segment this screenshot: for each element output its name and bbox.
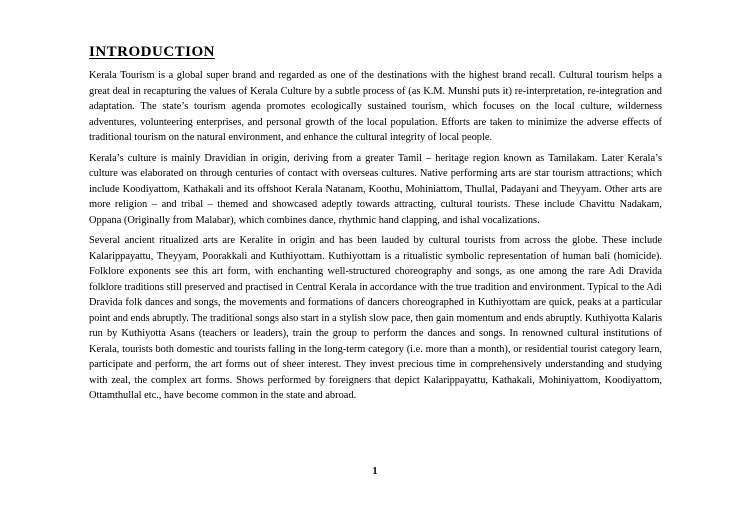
body-text [89, 68, 662, 409]
paragraph-2: Kerala’s culture is mainly Dravidian in origin, deriving from a greater Tamil – heritage region known as Tamilakam. Later Kerala’s culture was elaborated on through centuries of contact with overseas cultures. Native performing arts are star tourism attractions; which include Koodiyattom, Kathakali and its offshoot Kerala Natanam, Koothu, Mohiniattom, Thullal, Padayani and Theyyam. Other arts are more religion – and tribal – themed and showcased adeptly towards attracting, cultural tourists. These include Chavittu Nadakam, Oppana (Originally from Malabar), which combines dance, rhythmic hand clapping, and ishal vocalizations. [89, 152, 662, 226]
paragraph-1: Kerala Tourism is a global super brand and regarded as one of the destinations with the highest brand recall. Cultural tourism helps a great deal in recapturing the values of Kerala Culture by a subtle process of (as K.M. Munshi puts it) re-interpretation, re-integration and adaptation. The state’s tourism agenda promotes ecologically sustained tourism, which focuses on the local culture, wilderness adventures, volunteering enterprises, and personal growth of the local population. Efforts are taken to minimize the adverse effects of traditional tourism on the natural environment, and enhance the cultural integrity of local people. [89, 70, 662, 143]
paragraph-3: Several ancient ritualized arts are Keralite in origin and has been lauded by cultural tourists from across the globe. These include Kalarippayattu, Theyyam, Poorakkali and Kuthiyottam. Kuthiyottam is a ritualistic symbolic representation of human bali (homicide). Folklore exponents see this art form, with enchanting well-structured choreography and songs, as one among the rare Adi Dravida folklore traditions still preserved and practised in Central Kerala in accordance with the true tradition and environment. Typical to the Adi Dravida folk dances and songs, the movements and formations of dancers choreographed in Kuthiyottam are quick, peaks at a particular point and ends abruptly. The traditional songs also start in a stylish slow pace, then gain momentum and ends abruptly. Kuthiyotta Kalaris run by Kuthiyotta Asans (teachers or leaders), train the group to perform the dances and songs. In renowned cultural institutions of Kerala, tourists both domestic and tourists falling in the long-term category (i.e. more than a month), or residential tourist category learn, participate and perform, the art forms out of sheer interest. They invest precious time in comprehensively understanding and studying with zeal, the complex art forms. Shows performed by foreigners that depict Kalarippayattu, Kathakali, Mohiniyattom, Koodiyattom, Ottamthullal etc., have become common in the state and abroad. [89, 235, 662, 401]
page-heading: INTRODUCTION [89, 44, 216, 60]
page-number: 1 [372, 466, 378, 477]
